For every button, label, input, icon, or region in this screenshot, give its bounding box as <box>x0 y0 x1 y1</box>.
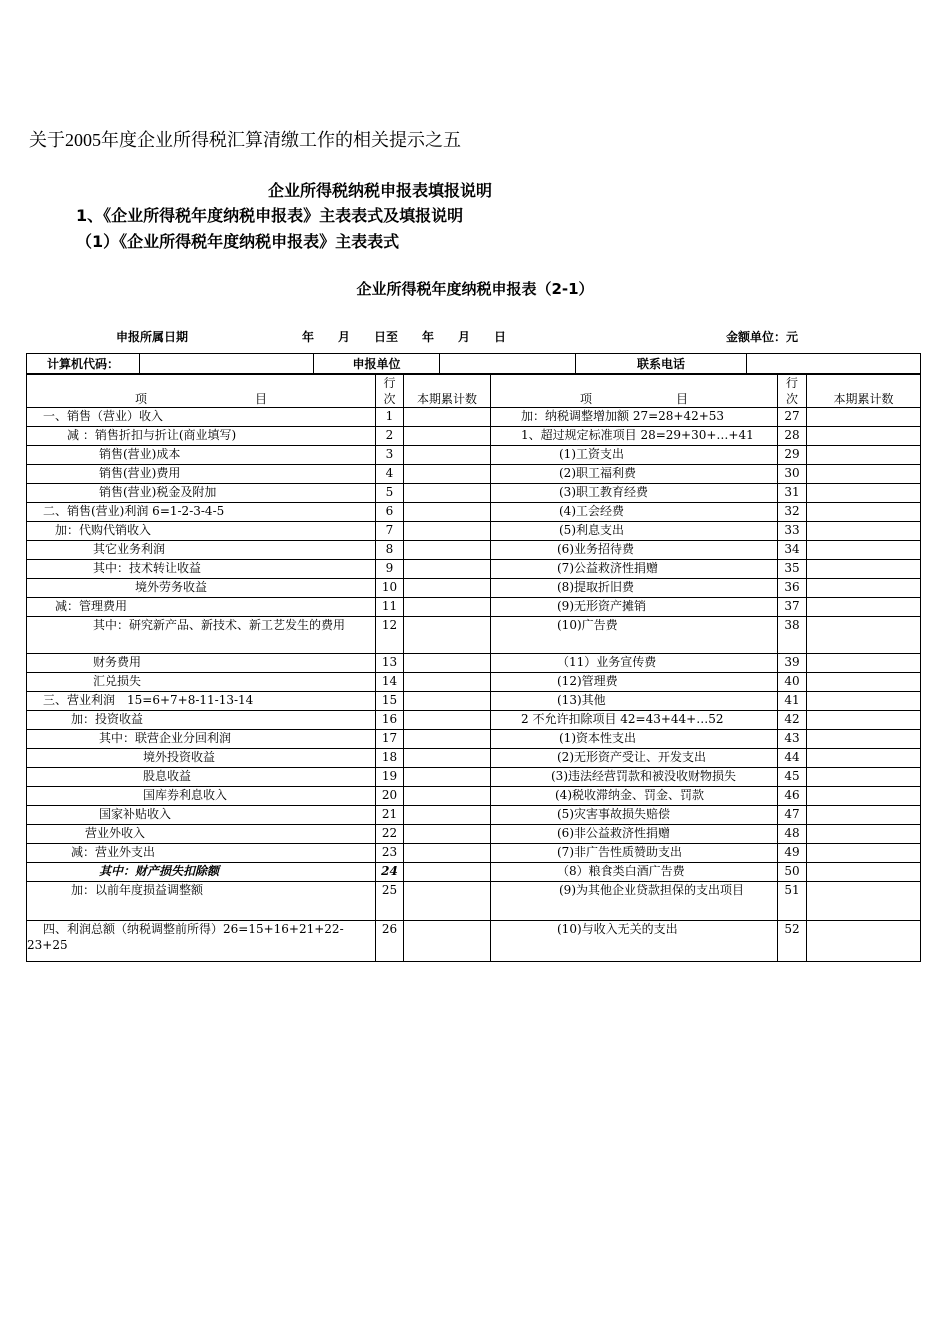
right-amount-field[interactable] <box>807 882 921 921</box>
left-item-label: 四、利润总额（纳税调整前所得）26=15+16+21+22-23+25 <box>27 921 376 962</box>
right-item-label: （8）粮食类白酒广告费 <box>491 863 778 882</box>
table-row <box>27 408 921 427</box>
right-amount-field[interactable] <box>807 503 921 522</box>
declaration-table <box>26 374 921 962</box>
left-item-label: 三、营业利润 15=6+7+8-11-13-14 <box>27 692 376 711</box>
left-item-label: 境外投资收益 <box>27 749 376 768</box>
header-item-right: 项 目 <box>491 375 778 408</box>
right-amount-field[interactable] <box>807 692 921 711</box>
left-amount-field[interactable] <box>404 541 491 560</box>
left-amount-field[interactable] <box>404 692 491 711</box>
left-item-label: 减：营业外支出 <box>27 844 376 863</box>
right-item-label: (9)为其他企业贷款担保的支出项目 <box>491 882 778 921</box>
right-row-no: 41 <box>778 692 807 711</box>
right-row-no: 52 <box>778 921 807 962</box>
right-row-no: 48 <box>778 825 807 844</box>
table-row <box>27 806 921 825</box>
right-amount-field[interactable] <box>807 673 921 692</box>
left-amount-field[interactable] <box>404 825 491 844</box>
right-row-no: 37 <box>778 598 807 617</box>
right-amount-field[interactable] <box>807 730 921 749</box>
right-item-label: （11）业务宣传费 <box>491 654 778 673</box>
left-item-label: 其中：技术转让收益 <box>27 560 376 579</box>
table-row <box>27 863 921 882</box>
right-item-label: (9)无形资产摊销 <box>491 598 778 617</box>
left-item-label: 减 ：销售折扣与折让(商业填写) <box>27 427 376 446</box>
table-row <box>27 882 921 921</box>
left-row-no: 3 <box>376 446 404 465</box>
left-amount-field[interactable] <box>404 711 491 730</box>
right-row-no: 47 <box>778 806 807 825</box>
right-amount-field[interactable] <box>807 522 921 541</box>
right-amount-field[interactable] <box>807 408 921 427</box>
right-amount-field[interactable] <box>807 844 921 863</box>
left-item-label: 销售(营业)成本 <box>27 446 376 465</box>
left-row-no: 1 <box>376 408 404 427</box>
left-amount-field[interactable] <box>404 579 491 598</box>
left-item-label: 股息收益 <box>27 768 376 787</box>
right-amount-field[interactable] <box>807 806 921 825</box>
right-item-label: (10)与收入无关的支出 <box>491 921 778 962</box>
table-row <box>27 711 921 730</box>
form-top-row <box>26 353 921 374</box>
table-row <box>27 484 921 503</box>
unit-label: 金额单位：元 <box>726 330 799 344</box>
left-row-no: 2 <box>376 427 404 446</box>
form-title: 企业所得税年度纳税申报表（2-1） <box>356 280 594 298</box>
left-amount-field[interactable] <box>404 730 491 749</box>
table-row <box>27 560 921 579</box>
left-row-no: 8 <box>376 541 404 560</box>
right-amount-field[interactable] <box>807 427 921 446</box>
left-amount-field[interactable] <box>404 560 491 579</box>
left-row-no: 19 <box>376 768 404 787</box>
right-item-label: 2 不允许扣除项目 42=43+44+…52 <box>491 711 778 730</box>
right-item-label: (5)利息支出 <box>491 522 778 541</box>
right-row-no: 31 <box>778 484 807 503</box>
right-row-no: 34 <box>778 541 807 560</box>
left-item-label: 一、销售（营业）收入 <box>27 408 376 427</box>
left-item-label: 销售(营业)税金及附加 <box>27 484 376 503</box>
right-item-label: (8)提取折旧费 <box>491 579 778 598</box>
right-amount-field[interactable] <box>807 768 921 787</box>
left-amount-field[interactable] <box>404 844 491 863</box>
right-amount-field[interactable] <box>807 749 921 768</box>
table-row <box>27 692 921 711</box>
left-row-no: 10 <box>376 579 404 598</box>
unit-name-field[interactable] <box>440 354 576 374</box>
right-row-no: 36 <box>778 579 807 598</box>
right-row-no: 46 <box>778 787 807 806</box>
left-row-no: 16 <box>376 711 404 730</box>
table-row <box>27 522 921 541</box>
left-item-label: 汇兑损失 <box>27 673 376 692</box>
left-row-no: 13 <box>376 654 404 673</box>
right-row-no: 51 <box>778 882 807 921</box>
left-amount-field[interactable] <box>404 768 491 787</box>
right-item-label: (6)业务招待费 <box>491 541 778 560</box>
left-amount-field[interactable] <box>404 465 491 484</box>
left-amount-field[interactable] <box>404 408 491 427</box>
left-row-no: 5 <box>376 484 404 503</box>
left-item-label: 其中：联营企业分回利润 <box>27 730 376 749</box>
left-amount-field[interactable] <box>404 617 491 654</box>
right-row-no: 44 <box>778 749 807 768</box>
right-amount-field[interactable] <box>807 598 921 617</box>
right-amount-field[interactable] <box>807 654 921 673</box>
table-row <box>27 427 921 446</box>
phone-label: 联系电话 <box>576 354 747 374</box>
right-row-no: 27 <box>778 408 807 427</box>
right-item-label: (10)广告费 <box>491 617 778 654</box>
left-amount-field[interactable] <box>404 598 491 617</box>
left-amount-field[interactable] <box>404 484 491 503</box>
left-item-label: 国库券利息收入 <box>27 787 376 806</box>
right-row-no: 50 <box>778 863 807 882</box>
right-item-label: (13)其他 <box>491 692 778 711</box>
table-row <box>27 787 921 806</box>
header-amount-left: 本期累计数 <box>404 375 491 408</box>
table-row <box>27 654 921 673</box>
right-item-label: (7)非广告性质赞助支出 <box>491 844 778 863</box>
left-amount-field[interactable] <box>404 503 491 522</box>
right-row-no: 45 <box>778 768 807 787</box>
table-header-row <box>27 375 921 408</box>
right-row-no: 32 <box>778 503 807 522</box>
table-row <box>27 503 921 522</box>
right-row-no: 35 <box>778 560 807 579</box>
right-row-no: 49 <box>778 844 807 863</box>
right-item-label: (3)职工教育经费 <box>491 484 778 503</box>
left-item-label: 境外劳务收益 <box>27 579 376 598</box>
left-row-no: 14 <box>376 673 404 692</box>
left-row-no: 21 <box>376 806 404 825</box>
left-item-label: 其它业务利润 <box>27 541 376 560</box>
left-amount-field[interactable] <box>404 863 491 882</box>
right-item-label: (2)职工福利费 <box>491 465 778 484</box>
table-row <box>27 598 921 617</box>
table-row <box>27 579 921 598</box>
right-amount-field[interactable] <box>807 446 921 465</box>
left-row-no: 15 <box>376 692 404 711</box>
right-item-label: 加：纳税调整增加额 27=28+42+53 <box>491 408 778 427</box>
left-row-no: 22 <box>376 825 404 844</box>
left-amount-field[interactable] <box>404 806 491 825</box>
heading-instructions: 企业所得税纳税申报表填报说明 <box>268 181 493 200</box>
right-item-label: (4)工会经费 <box>491 503 778 522</box>
right-item-label: (3)违法经营罚款和被没收财物损失 <box>491 768 778 787</box>
right-row-no: 29 <box>778 446 807 465</box>
right-item-label: (5)灾害事故损失赔偿 <box>491 806 778 825</box>
unit-name-label: 申报单位 <box>314 354 440 374</box>
table-row <box>27 730 921 749</box>
left-amount-field[interactable] <box>404 882 491 921</box>
right-row-no: 42 <box>778 711 807 730</box>
left-row-no: 24 <box>376 863 404 882</box>
left-item-label: 加：投资收益 <box>27 711 376 730</box>
right-amount-field[interactable] <box>807 541 921 560</box>
right-amount-field[interactable] <box>807 560 921 579</box>
left-item-label: 减：管理费用 <box>27 598 376 617</box>
left-item-label: 国家补贴收入 <box>27 806 376 825</box>
left-item-label: 财务费用 <box>27 654 376 673</box>
period-label: 申报所属日期 <box>116 330 189 344</box>
left-row-no: 23 <box>376 844 404 863</box>
table-row <box>27 825 921 844</box>
right-amount-field[interactable] <box>807 465 921 484</box>
right-amount-field[interactable] <box>807 711 921 730</box>
left-amount-field[interactable] <box>404 749 491 768</box>
right-row-no: 30 <box>778 465 807 484</box>
left-amount-field[interactable] <box>404 787 491 806</box>
left-row-no: 12 <box>376 617 404 654</box>
table-row <box>27 844 921 863</box>
left-row-no: 9 <box>376 560 404 579</box>
header-row-no-left: 行 次 <box>376 375 404 408</box>
right-item-label: (12)管理费 <box>491 673 778 692</box>
table-row <box>27 617 921 654</box>
right-item-label: 1、超过规定标准项目 28=29+30+…+41 <box>491 427 778 446</box>
header-row-no-right: 行 次 <box>778 375 807 408</box>
left-item-label: 加：以前年度损益调整额 <box>27 882 376 921</box>
left-row-no: 7 <box>376 522 404 541</box>
left-row-no: 17 <box>376 730 404 749</box>
right-amount-field[interactable] <box>807 863 921 882</box>
right-item-label: (1)工资支出 <box>491 446 778 465</box>
table-row <box>27 541 921 560</box>
table-row <box>27 673 921 692</box>
right-row-no: 38 <box>778 617 807 654</box>
table-row <box>27 465 921 484</box>
right-item-label: (7)公益救济性捐赠 <box>491 560 778 579</box>
right-amount-field[interactable] <box>807 787 921 806</box>
left-amount-field[interactable] <box>404 921 491 962</box>
left-row-no: 6 <box>376 503 404 522</box>
right-amount-field[interactable] <box>807 921 921 962</box>
code-field[interactable] <box>140 354 314 374</box>
code-label: 计算机代码： <box>27 354 140 374</box>
left-amount-field[interactable] <box>404 522 491 541</box>
right-row-no: 39 <box>778 654 807 673</box>
heading-subsection-1: （1）《企业所得税年度纳税申报表》主表表式 <box>76 232 400 251</box>
left-amount-field[interactable] <box>404 427 491 446</box>
left-amount-field[interactable] <box>404 446 491 465</box>
right-row-no: 43 <box>778 730 807 749</box>
left-row-no: 25 <box>376 882 404 921</box>
header-item-left: 项 目 <box>27 375 376 408</box>
left-item-label: 其中：财产损失扣除额 <box>27 863 376 882</box>
left-item-label: 加：代购代销收入 <box>27 522 376 541</box>
right-row-no: 40 <box>778 673 807 692</box>
left-amount-field[interactable] <box>404 654 491 673</box>
right-row-no: 28 <box>778 427 807 446</box>
table-row <box>27 768 921 787</box>
right-item-label: (4)税收滞纳金、罚金、罚款 <box>491 787 778 806</box>
left-item-label: 其中：研究新产品、新技术、新工艺发生的费用 <box>27 617 376 654</box>
date-range: 年 月 日至 年 月 日 <box>302 330 507 344</box>
right-amount-field[interactable] <box>807 484 921 503</box>
left-row-no: 11 <box>376 598 404 617</box>
table-row <box>27 749 921 768</box>
heading-section-1: 1、《企业所得税年度纳税申报表》主表表式及填报说明 <box>76 206 464 225</box>
right-item-label: (6)非公益救济性捐赠 <box>491 825 778 844</box>
phone-field[interactable] <box>747 354 921 374</box>
left-row-no: 18 <box>376 749 404 768</box>
table-row <box>27 921 921 962</box>
left-item-label: 营业外收入 <box>27 825 376 844</box>
right-row-no: 33 <box>778 522 807 541</box>
left-item-label: 二、销售(营业)利润 6=1-2-3-4-5 <box>27 503 376 522</box>
left-row-no: 4 <box>376 465 404 484</box>
left-amount-field[interactable] <box>404 673 491 692</box>
right-amount-field[interactable] <box>807 825 921 844</box>
table-row <box>27 446 921 465</box>
right-amount-field[interactable] <box>807 579 921 598</box>
header-amount-right: 本期累计数 <box>807 375 921 408</box>
left-row-no: 20 <box>376 787 404 806</box>
left-row-no: 26 <box>376 921 404 962</box>
intro-line: 关于2005年度企业所得税汇算清缴工作的相关提示之五 <box>29 130 461 150</box>
left-item-label: 销售(营业)费用 <box>27 465 376 484</box>
right-amount-field[interactable] <box>807 617 921 654</box>
right-item-label: (1)资本性支出 <box>491 730 778 749</box>
right-item-label: (2)无形资产受让、开发支出 <box>491 749 778 768</box>
